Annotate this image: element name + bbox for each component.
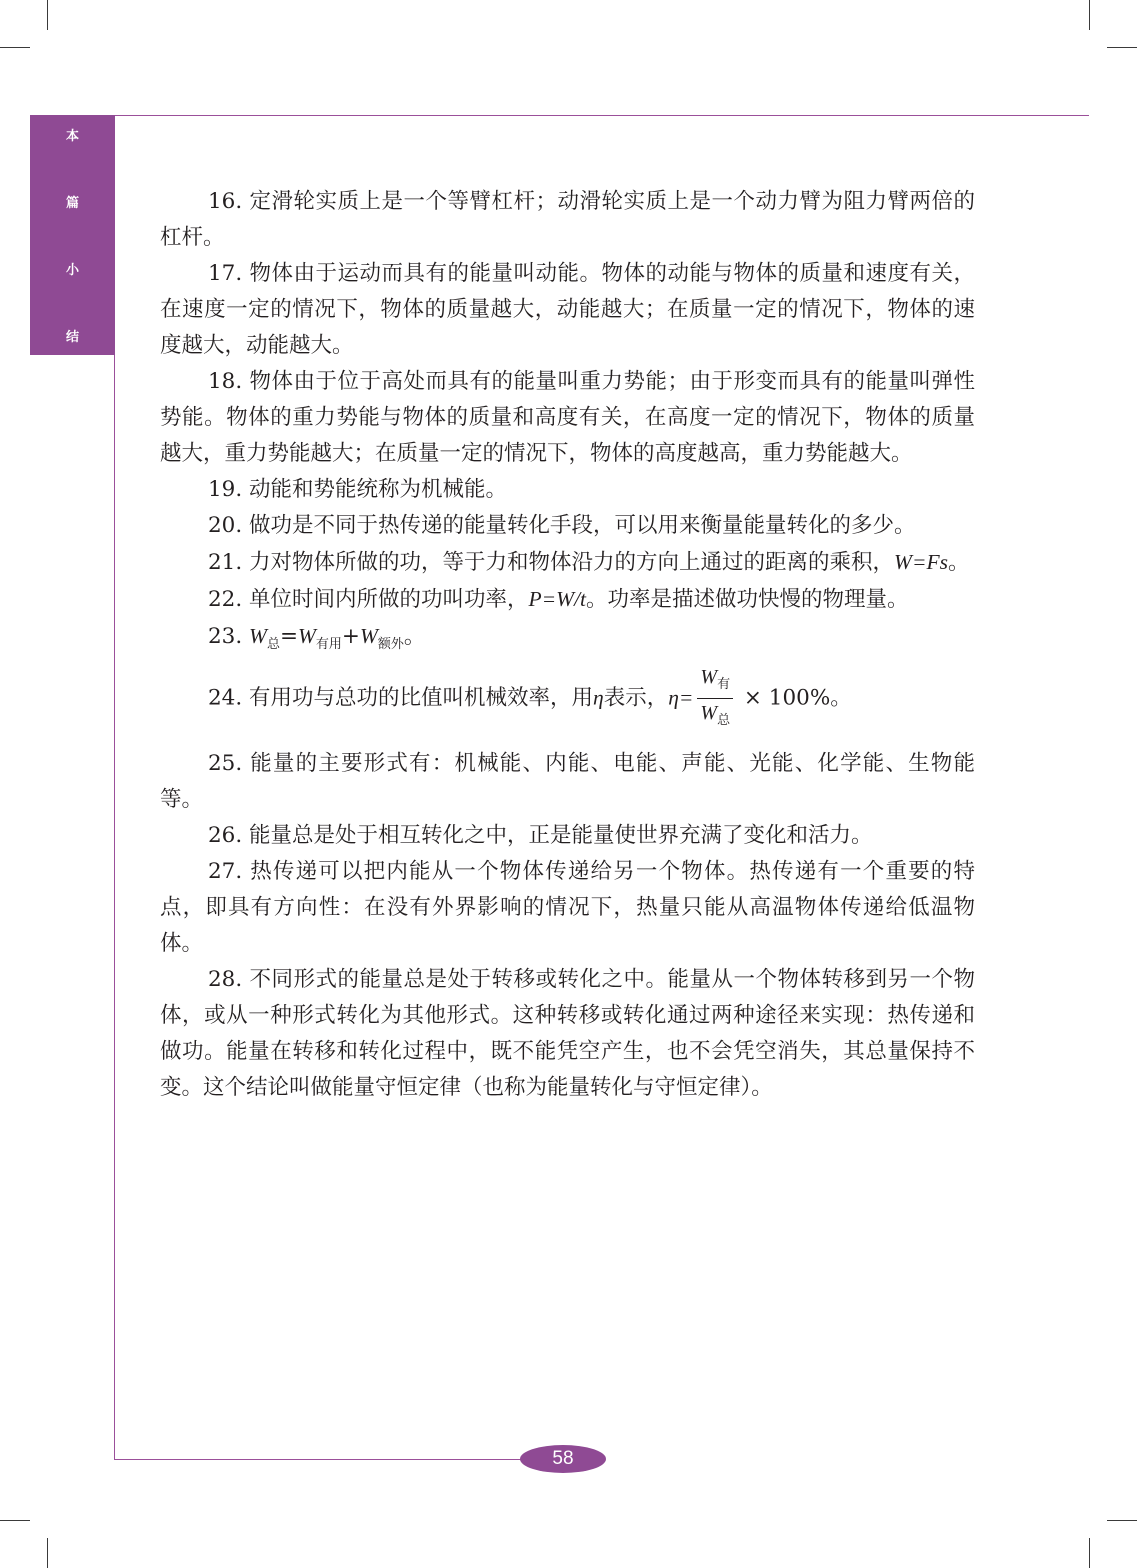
paragraph-23-end: 。 — [403, 624, 426, 649]
paragraph-22 — [160, 581, 975, 618]
crop-mark — [47, 1538, 48, 1568]
paragraph-23 — [160, 618, 975, 663]
paragraph-19: 19. 动能和势能统称为机械能。 — [208, 477, 508, 502]
subscript-useful: 有用 — [315, 637, 342, 652]
power-formula: P=W/t — [528, 587, 587, 611]
paragraph-17: 17. 物体由于运动而具有的能量叫动能。物体的动能与物体的质量和速度有关，在速度一定的情况下，物体的质量越大，动能越大；在质量一定的情况下，物体的速度越大，动能越大。 — [160, 261, 975, 358]
crop-mark — [0, 1520, 30, 1521]
side-tab-char: 小 — [65, 263, 79, 278]
paragraph-26: 26. 能量总是处于相互转化之中，正是能量使世界充满了变化和活力。 — [208, 823, 873, 848]
crop-mark — [0, 47, 30, 48]
side-tab-char: 篇 — [65, 196, 79, 211]
paragraph-16: 16. 定滑轮实质上是一个等臂杠杆；动滑轮实质上是一个动力臂为阻力臂两倍的杠杆。 — [160, 189, 975, 250]
fraction-numerator: $W_有$ — [697, 663, 733, 699]
side-tab-char: 本 — [65, 129, 79, 144]
fraction-denominator: $W_总$ — [700, 702, 731, 728]
page-frame-top — [114, 115, 1089, 116]
paragraph-20: 20. 做功是不同于热传递的能量转化手段，可以用来衡量能量转化的多少。 — [208, 513, 916, 538]
work-symbol: W — [359, 624, 378, 648]
subscript-total: 总 — [266, 637, 280, 652]
paragraph-24-text-c: × 100%。 — [737, 685, 852, 711]
paragraph-23-number: 23. — [208, 624, 250, 649]
crop-mark — [1089, 1538, 1090, 1568]
work-symbol: W — [249, 624, 267, 648]
summary-content — [160, 184, 975, 1106]
eta-symbol: η — [593, 685, 604, 710]
equals-sign: = — [279, 624, 298, 649]
side-tab-char: 结 — [65, 330, 79, 345]
paragraph-27: 27. 热传递可以把内能从一个物体传递给另一个物体。热传递有一个重要的特点，即具有方向性：在没有外界影响的情况下，热量只能从高温物体传递给低温物体。 — [160, 859, 975, 956]
efficiency-fraction — [697, 663, 733, 734]
paragraph-24-text-a: 24. 有用功与总功的比值叫机械效率，用 — [208, 685, 594, 711]
work-symbol: W — [297, 624, 316, 648]
page-number: 58 — [520, 1445, 606, 1473]
paragraph-22-text-b: 。功率是描述做功快慢的物理量。 — [586, 587, 909, 612]
crop-mark — [1107, 47, 1137, 48]
page-frame-bottom — [114, 1459, 534, 1460]
paragraph-18: 18. 物体由于位于高处而具有的能量叫重力势能；由于形变而具有的能量叫弹性势能。物体的重力势能与物体的质量和高度有关，在高度一定的情况下，物体的质量越大，重力势能越大；在质量一定的情况下，物体的高度越高，重力势能越大。 — [160, 369, 975, 466]
work-formula: W=Fs — [894, 550, 948, 574]
section-side-tab — [30, 115, 115, 355]
crop-mark — [47, 0, 48, 30]
crop-mark — [1089, 0, 1090, 30]
paragraph-21 — [160, 544, 975, 581]
paragraph-28: 28. 不同形式的能量总是处于转移或转化之中。能量从一个物体转移到另一个物体，或从一种形式转化为其他形式。这种转移或转化通过两种途径来实现：热传递和做功。能量在转移和转化过程中，既不能凭空产生，也不会凭空消失，其总量保持不变。这个结论叫做能量守恒定律（也称为能量转化与守恒定律）。 — [160, 967, 975, 1100]
plus-sign: + — [341, 624, 360, 649]
paragraph-21-text: 21. 力对物体所做的功，等于力和物体沿力的方向上通过的距离的乘积， — [208, 550, 895, 575]
paragraph-21-end: 。 — [947, 550, 970, 575]
paragraph-25: 25. 能量的主要形式有：机械能、内能、电能、声能、光能、化学能、生物能等。 — [160, 751, 975, 812]
crop-mark — [1107, 1520, 1137, 1521]
paragraph-24-text-b: 表示， — [603, 685, 669, 711]
efficiency-lhs: η= — [668, 685, 694, 710]
paragraph-24 — [160, 663, 975, 734]
paragraph-22-text-a: 22. 单位时间内所做的功叫功率， — [208, 587, 529, 612]
subscript-extra: 额外 — [377, 637, 404, 652]
